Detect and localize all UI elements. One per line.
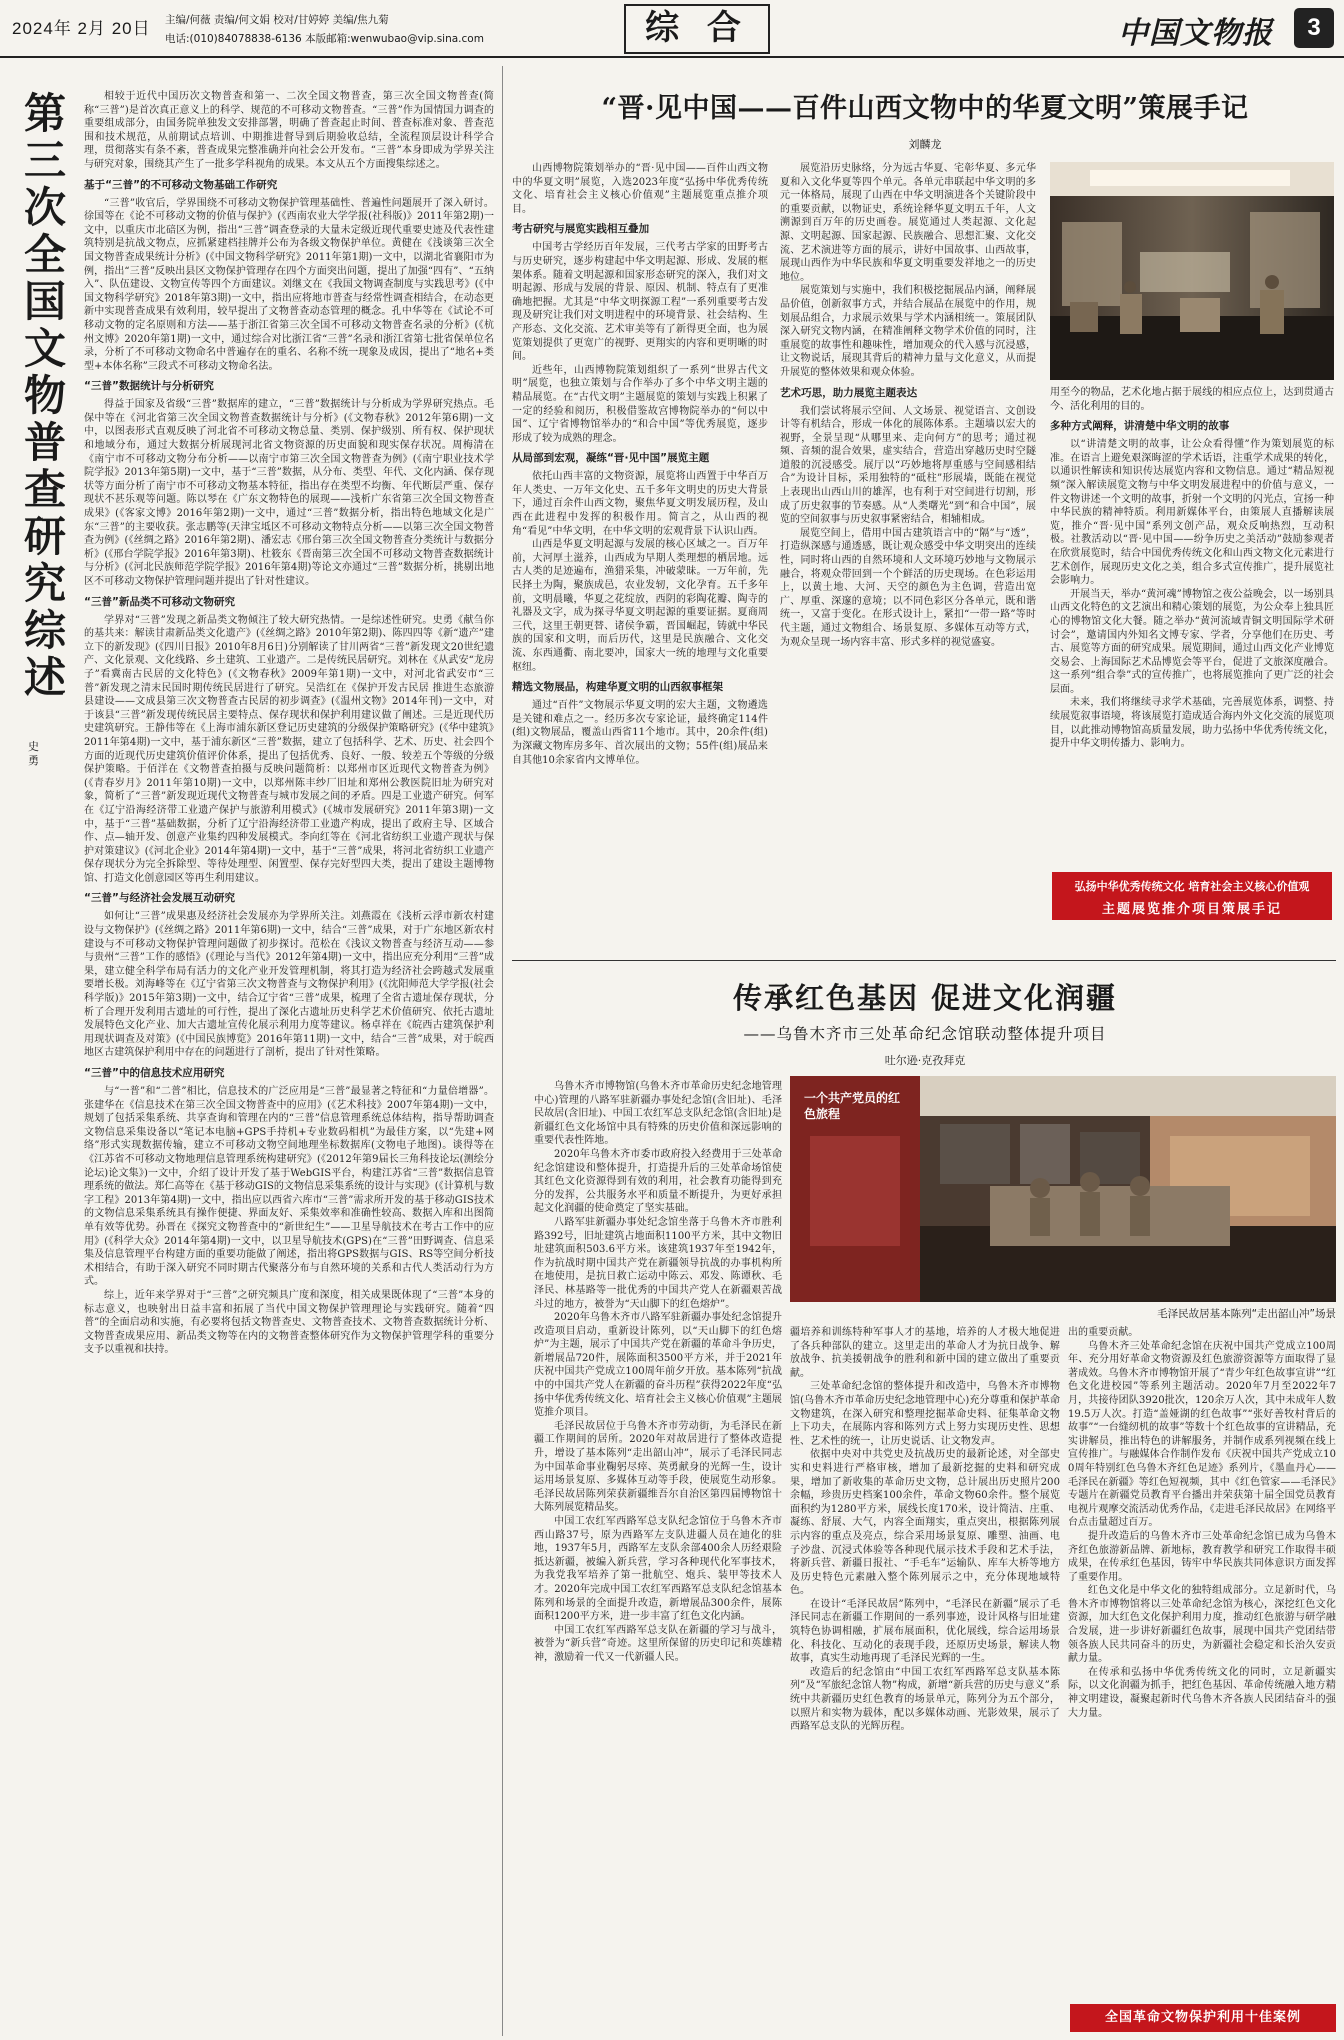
shanxi-paragraph: 近些年，山西博物院策划组织了一系列“世界古代文明”展览，也独立策划与合作举办了多个中华文明主题的精品展览。在“古代文明”主题展览的策划与实践上积累了一定的经验和阅历，积极借鉴故宫博物院举办的“何以中国”、辽宁省博物馆举办的“和合中国”等优秀展览，逐步形成了较为成熟的理念。: [512, 364, 768, 444]
urumqi-paragraph: 乌鲁木齐市博物馆(乌鲁木齐市革命历史纪念地管理中心)管理的八路军驻新疆办事处纪念馆(含旧址)、毛泽民故居(含旧址)、中国工农红军总支队纪念馆(含旧址)是新疆红色文化场馆中具有特殊的历史价值和深远影响的重要代表性阵地。: [534, 1081, 782, 1147]
urumqi-paragraph: 在设计“毛泽民故居”陈列中，“毛泽民在新疆”展示了毛泽民同志在新疆工作期间的一系列事迹，设计风格与旧址建筑特色协调相融，扩展布展面积，优化展线，综合运用场景化、科技化、互动化的表现手段，还原历史场景，解读人物故事，真实生动地再现了毛泽民光辉的一生。: [790, 1598, 1060, 1665]
masthead: [0, 0, 1344, 58]
urumqi-paragraph: 红色文化是中华文化的独特组成部分。立足新时代，乌鲁木齐市博物馆将以三处革命纪念馆为核心，深挖红色文化资源，加大红色文化保护利用力度，推动红色旅游与研学融合发展，进一步讲好新疆红色故事，展现中国共产党团结带领各族人民共同奋斗的历史，为新疆社会稳定和长治久安贡献力量。: [1068, 1585, 1336, 1665]
shanxi-paragraph: 开展当天，举办“黄河魂”博物馆之夜公益晚会，以一场别具山西文化特色的文艺演出和精心策划的展览，为公众奉上独具匠心的博物馆文化大餐。随之举办“黄河流域青铜文明国际学术研讨会”，邀请国内外知名文博专家、学者，分享他们在历史、考古、展览等方面的研究成果。展览期间，通过山西文化产业博览交易会、上海国际艺术品博览会等平台，促进了文旅深度融合。这一系列“组合拳”式的宣传推广，也将展览推向了更广泛的社会层面。: [1050, 588, 1334, 695]
survey-intro: 相较于近代中国历次文物普查和第一、二次全国文物普查，第三次全国文物普查(简称“三普”)是首次真正意义上的科学、规范的不可移动文物普查。“三普”作为国情国力调查的重要组成部分，由国务院单独发文安排部署，明确了普查起止时间、普查标准对象、普查范围和技术规范，从前期试点培训、中期推进督导到后期验收总结，全流程顶层设计科学合理，贯彻落实有条不紊，普查成果完整准确并向社会公开发布。“三普”本身即成为学界关注与研究对象，围绕其产生了一批多学科视角的成果。本文从五个方面搜集综述之。: [84, 91, 494, 170]
shanxi-exhibition-photo: [1050, 162, 1334, 380]
photo-banner-text: 一个共产党员的红色旅程: [804, 1091, 901, 1121]
shanxi-heading: 精选文物展品，构建华夏文明的山西叙事框架: [512, 681, 723, 694]
contact-line: 电话:(010)84078838-6136 本版邮箱:wenwubao@vip.sina.com: [165, 33, 484, 45]
survey-section-heading: “三普”新品类不可移动文物研究: [84, 595, 236, 608]
survey-paragraph: 如何让“三普”成果惠及经济社会发展亦为学界所关注。刘燕霞在《浅析云浮市新农村建设与文物保护》(《丝绸之路》2011年第6期)一文中，结合“三普”成果，对于广东地区新农村建设与不可移动文物保护管理问题做了初步探讨。范松在《浅议文物普查与经济互动——参与贵州“三普”工作的感悟》(《理论与当代》2012年第4期)一文中，指出应充分利用“三普”成果，建立健全科学布局有活力的文化产业开发管理机制，将其打造为经济社会跨越式发展重要增长极。刘海峰等在《辽宁省第三次文物普查与文物保护利用》(《沈阳师范大学学报(社会科学版)》2015年第3期)一文中，结合辽宁省“三普”成果，梳理了全省古遗址保存现状，分析了合理开发利用古遗址的可行性，提出了深化古遗址历史科学艺术价值研究、依托古遗址发展特色文化产业、加大古遗址宣传化展示利用力度等建议。杨卓祥在《皖西古建筑保护利用现状调查及对策》(《中国民族博览》2016年第11期)一文中，结合“三普”成果，对于皖西地区古建筑保护利用中存在的问题进行了剖析，提出了针对性策略。: [84, 911, 494, 1059]
urumqi-paragraph: 2020年乌鲁木齐市委市政府投入经费用于三处革命纪念馆建设和整体提升，打造提升后的三处革命场馆使其红色文化资源得到有效的利用，社会教育功能得到充分的发挥，公共服务水平和质量不断提升，为更好承担起文化润疆的使命奠定了坚实基础。: [534, 1148, 782, 1215]
title-char: 研: [23, 512, 66, 561]
urumqi-paragraph: 乌鲁木齐三处革命纪念馆在庆祝中国共产党成立100周年、充分用好革命文物资源及红色旅游资源等方面取得了显著成效。乌鲁木齐市博物馆开展了“青少年红色故事宣讲”“红色文化进校园”等系列主题活动。2020年7月至2022年7月，共接待团队3920批次，120余万人次，其中未成年人数19.5万人次。打造“盖娅湖的红色故事”“张好善牧村背后的故事”“一台缝纫机的故事”等数十个红色故事的宣讲精品，充实讲解员，推出特色的讲解服务，并制作成系列视频在线上宣传推广。与融媒体合作制作发布《庆祝中国共产党成立100周年特别红色乌鲁木齐红色足迹》系列片，《墨血丹心——毛泽民在新疆》等红色短视频，其中《红色管家——毛泽民》专题片在新疆党员教育平台播出并荣获第十届全国党员教育电视片观摩交流活动优秀作品，《走进毛泽民故居》在网络平台点击量超过百万。: [1068, 1340, 1336, 1529]
urumqi-paragraph: 八路军驻新疆办事处纪念馆坐落于乌鲁木齐市胜利路392号，旧址建筑占地面积1100平方米，其中文物旧址建筑面积503.6平方米。该建筑1937年至1942年，作为抗战时期中国共产党在新疆领导抗战的办事机构所在地使用，是抗日救亡运动中陈云、邓发、陈谭秋、毛泽民、林基路等一批优秀的中国共产党人在新疆艰苦战斗过的地方，被誉为“天山脚下的红色熔炉”。: [534, 1216, 782, 1310]
shanxi-paragraph: 展览沿历史脉络，分为远古华夏、宅彰华夏、多元华夏和入文化华夏等四个单元。各单元串联起中华文明的多元一体格局，展现了山西在中华文明演进各个关键阶段中的重要贡献，以物证史，系统诠释华夏文明五千年，人文溯源到百万年的历史画卷。展览通过人类起源、文化起源、文明起源、国家起源、民族融合、思想汇聚、文化交流、艺术演进等方面的展示，讲好中国故事、山西故事，展现山西作为中华民族和华夏文明重要发祥地之一的历史地位。: [780, 163, 1036, 283]
page-number: 3: [1294, 8, 1334, 48]
survey-body: [84, 90, 494, 2038]
shanxi-heading: 从局部到宏观，凝练“晋·见中国”展览主题: [512, 452, 710, 465]
urumqi-author: 吐尔逊·克孜拜克: [884, 1054, 966, 1067]
promo-line: 主题展览推介项目策展手记: [1101, 902, 1282, 917]
survey-author: 史勇: [28, 740, 39, 767]
urumqi-paragraph: 中国工农红军西路军总支队纪念馆位于乌鲁木齐市西山路37号，原为西路军左支队进疆人员在迪化的驻地，1937年5月，西路军左支队余部400余人历经艰险抵达新疆，被编入新兵营，学习各种现代化军事技术，为我党我军培养了第一批航空、炮兵、装甲等技术人才。2020年完成中国工农红军西路军总支队纪念馆基本陈列和场景的全面提升改造，新增展品300余件，展陈面积1200平方米，进一步丰富了红色文化内涵。: [534, 1516, 782, 1623]
promo-line: 弘扬中华优秀传统文化 培育社会主义核心价值观: [1074, 880, 1310, 893]
survey-section-heading: “三普”数据统计与分析研究: [84, 380, 214, 393]
urumqi-col3: [1068, 1326, 1336, 1998]
shanxi-col1: [512, 162, 768, 952]
survey-section-heading: “三普”中的信息技术应用研究: [84, 1067, 225, 1079]
title-char: 普: [23, 418, 66, 467]
title-char: 查: [23, 465, 66, 514]
section-title: 综 合: [645, 8, 749, 48]
urumqi-paragraph: 三处革命纪念馆的整体提升和改造中，乌鲁木齐市博物馆(乌鲁木齐市革命历史纪念地管理中心)充分尊重和保护革命文物建筑，在深入研究和整理挖掘革命史料、征集革命文物上下功夫，在展陈内容和陈列方式上努力实现历史性、思想性、艺术性的统一，让历史说话、让文物发声。: [790, 1381, 1060, 1447]
title-char: 三: [23, 136, 66, 185]
survey-section-heading: 基于“三普”的不可移动文物基础工作研究: [84, 178, 278, 191]
urumqi-photo-caption: 毛泽民故居基本陈列“走出韶山冲”场景: [1157, 1308, 1336, 1320]
case-tag: 全国革命文物保护利用十佳案例: [1070, 2004, 1336, 2032]
exhibition-hall-image: [1050, 162, 1334, 380]
shanxi-paragraph: 山西博物院策划举办的“晋·见中国——百件山西文物中的华夏文明”展览，入选2023年度“弘扬中华优秀传统文化、培育社会主义核心价值观”主题展览重点推介项目。: [512, 163, 768, 215]
urumqi-paragraph: 毛泽民故居位于乌鲁木齐市劳动街，为毛泽民在新疆工作期间的居所。2020年对故居进行了整体改造提升，增设了基本陈列“走出韶山冲”，展示了毛泽民同志为中国革命事业鞠躬尽瘁、英勇献身的光辉一生，设计运用场景复原、多媒体互动等手段，使展览生动形象。毛泽民故居陈列荣获新疆维吾尔自治区第四届博物馆十大陈列展览精品奖。: [534, 1420, 782, 1514]
title-char: 第: [23, 89, 66, 138]
survey-paragraph: 综上，近年来学界对于“三普”之研究频具广度和深度，相关成果既体现了“三普”本身的标志意义，也映射出日益丰富和拓展了当代中国文物保护管理理论与实践研究。随着“四普”的全面启动和实施，有必要将包括文物普查史、文物普查技术、文物普查数据统计分析、文物普查成果应用、新品类文物等在内的文物普查整体研究作为文物保护管理学科的重要分支予以重视和扶持。: [84, 1289, 494, 1356]
shanxi-col2: [780, 162, 1036, 952]
urumqi-paragraph: 在传承和弘扬中华优秀传统文化的同时，立足新疆实际，以文化润疆为抓手，把红色基因、革命传统融入地方精神文明建设，凝聚起新时代乌鲁木齐各族人民团结奋斗的强大力量。: [1068, 1666, 1336, 1719]
shanxi-author: 刘麟龙: [908, 138, 942, 151]
urumqi-paragraph: 中国工农红军西路军总支队在新疆的学习与战斗，被誉为“新兵营”奇迹。这里所保留的历史印记和英雄精神，激励着一代又一代新疆人民。: [534, 1624, 782, 1663]
urumqi-paragraph: 出的重要贡献。: [1068, 1327, 1139, 1338]
shanxi-paragraph: 中国考古学经历百年发展，三代考古学家的田野考古与历史研究，逐步构建起中华文明起源、形成、发展的框架体系。随着文明起源和国家形态研究的深入，我们对文明起源、形成与发展的背景、原因、机制、特点有了更准确地把握。尤其是“中华文明探源工程”一系列重要考古发现及研究让我们对文明进程中的环境背景、社会结构、生产形态、文化交流、艺术审美等有了新得更全面，也为展览策划提供了更宽广的视野、更翔实的内容和更明晰的时间。: [512, 242, 768, 363]
survey-paragraph: 学界对“三普”发现之新品类文物倾注了较大研究热情。一是综述性研究。史勇《献刍你的基共来：解读甘肃新品类文化遗产》(《丝绸之路》2010年第2期)、陈四四等《新“遗产”建立下的新发现》(《四川日报》2010年8月6日)分别解读了甘川两省“三普”新发现文20世纪遗产、文化景观、文化线路、乡土建筑、工业遗产。二是传统民居研究。刘林在《从武安“龙房子”看冀南古民居的文化特色》(《文物春秋》2009年第1期)一文中，对河北省武安市“三普”新发现之清末民国时期传统民居进行了研究。吴浩红在《保护开发古民居 推进生态旅游县建设——文成县第三次文物普查古民居的初步调查》(《温州文物》2014年刊)一文中，对于该县“三普”新发现传统民居主要特点、保存现状和保护利用建议做了阐述。三是近现代历史建筑研究。王静伟等在《上海市浦东新区登记历史建筑的分级保护策略研究》(《华中建筑》2011年第4期)一文中，基于浦东新区“三普”数据，建立了包括科学、艺术、历史、社会四个方面的近现代历史建筑价值评价体系，提出了包括优秀、良好、一般、较差五个等级的分级保护策略。于佰洋在《文物普查拍摄与反映问题简析：以郑州市区近现代文物普查为例》(《青春岁月》2011年第10期)一文中，以郑州陈丰纱厂旧址和郑州公教医院旧址为研究对象，简析了“三普”新发现近现代文物普查与城市发展之间的矛盾。四是工业遗产研究。何军在《辽宁沿海经济带工业遗产保护与旅游利用模式》(《城市发展研究》2011年第3期)一文中，基于“三普”基础数据，分析了辽宁沿海经济带工业遗产构成，提出了政府主导、区域合作、点—轴开发、创意产业集约四种发展模式。李向红等在《河北省纺织工业遗产现状与保护对策建议》(《河北企业》2014年第4期)一文中，基于“三普”成果，将河北省纺织工业遗产保存现状分为完全拆除型、等待处理型、闲置型、保存完好型四大类，提出了建设主题博物馆、打造文化创意园区等再生利用建议。: [84, 614, 494, 884]
shanxi-paragraph: 展览空间上，借用中国古建筑语言中的“隔”与“透”，打造纵深感与通透感，既让观众感受中华文明突出的连续性，同时将山西的自然环境和人文环境巧妙地与文物展示融合，将观众带回到一个个鲜活的历史现场。在色彩运用上，以黄土地、大河、天空的颜色为主色调，营造出宽广、厚重、深邃的意境；以不同色彩区分各单元，既和谐统一，又富于变化。在形式设计上，紧扣“一带一路”等时代主题，通过文物组合、场景复原、多媒体互动等方式，为观众呈现一场内容丰富、形式多样的视觉盛宴。: [780, 527, 1036, 648]
urumqi-exhibition-photo: [790, 1076, 1336, 1302]
urumqi-paragraph: 依据中央对中共党史及抗战历史的最新论述，对全部史实和史料进行严格审核，增加了最新挖掘的史料和研究成果，增加了新收集的革命历史文物，总计展出历史照片200余幅，珍贵历史档案100余件，革命文物60余件。整个展览面积约为1280平方米，展线长度170米，设计简洁、庄重、凝练、舒展、大气，内容全面翔实，重点突出，根据陈列展示内容的重点及亮点，综合采用场景复原、雕塑、油画、电子沙盘、沉浸式体验等各种现代展示技术手段和艺术手法，将新兵营、新疆日报社、“手毛车”运输队、库车大桥等地方及历史特色元素融入整个陈列展示之中，充分体现地域特色。: [790, 1449, 1060, 1597]
shanxi-paragraph: 用至今的物品，艺术化地占据于展线的相应点位上，达到贯通古今、活化利用的目的。: [1050, 387, 1334, 412]
title-char: 究: [23, 559, 66, 608]
issue-date: 2024年 2月 20日: [12, 19, 151, 38]
shanxi-heading: 艺术巧思，助力展览主题表达: [780, 386, 918, 399]
shanxi-heading: 考古研究与展览实践相互叠加: [512, 223, 650, 236]
title-char: 全: [23, 230, 66, 279]
urumqi-paragraph: 改造后的纪念馆由“中国工农红军西路军总支队基本陈列”及“军旅纪念馆人物”构成，新增“新兵营的历史与意义”系统中共新疆历史红色教育的场景单元，陈列分为五个部分，以照片和实物为载体，配以多媒体动画、光影效果，展示了西路军总支队的光辉历程。: [790, 1666, 1060, 1733]
paper-logo: 中国文物报: [1118, 16, 1273, 51]
urumqi-title: 传承红色基因 促进文化润疆: [732, 981, 1118, 1015]
urumqi-col1: [534, 1080, 782, 2035]
column-divider: [502, 66, 503, 2036]
urumqi-subtitle: ——乌鲁木齐市三处革命纪念馆联动整体提升项目: [743, 1025, 1107, 1043]
survey-paragraph: “三普”收官后，学界围绕不可移动文物保护管理基础性、普遍性问题展开了深入研讨。徐国等在《论不可移动文物的价值与保护》(《西南农业大学学报(社科版)》2011年第2期)一文中，以重庆市北碚区为例，指出“三普”调查登录的大量未定级近现代重要史迹及代表性建筑特别是抗战文物点，应抓紧建档挂牌并公布为各级文物保护单位。黄健在《浅谈第三次全国文物普查成果统计分析》(《中国文物科学研究》2011年第1期)一文中，以湖北省襄阳市为例，指出“三普”反映出县区文物保护管理存在四个方面突出问题，提出了加强“四有”、“五纳入”、队伍建设、文物宣传等四个方面建议。刘继文在《我国文物调查制度与实践思考》(《中国文物科学研究》2018年第3期)一文中，指出应将地市普查与经常性调查相结合，在动态更新中实现普查成果有效利用，较早提出了文物普查动态管理的概念。孔中华等在《试论不可移动文物的定名原则和方法——基于浙江省第三次全国不可移动文物普查名录的分析》(《杭州文博》2020年第1期)一文中，通过综合对比浙江省“三普”名录和浙江省第七批省保单位名录，分析了不可移动文物命名中普遍存在的重名、名称不统一现象及成因，提出了“地名+类型+本体名称”三段式不可移动文物命名法。: [84, 197, 494, 372]
survey-section-heading: “三普”与经济社会发展互动研究: [84, 892, 236, 905]
urumqi-paragraph: 提升改造后的乌鲁木齐市三处革命纪念馆已成为乌鲁木齐红色旅游新品牌、新地标，教育教学和研究工作取得丰硕成果，在传承红色基因，铸牢中华民族共同体意识方面发挥了重要作用。: [1068, 1530, 1336, 1583]
article-divider: [512, 960, 1336, 961]
urumqi-paragraph: 疆培养和训练特种军事人才的基地，培养的人才极大地促进了各兵种部队的建立。这里走出的革命人才为抗日战争、解放战争、抗美援朝战争的胜利和新中国的建立做出了重要贡献。: [790, 1327, 1060, 1379]
shanxi-paragraph: 我们尝试将展示空间、人文场景、视觉语言、文创设计等有机结合，形成一体化的展陈体系。主题墙以宏大的视野，全景呈现“从哪里来、走向何方”的思考；通过视频、音频的混合效果，虚实结合，营造出穿越历史时空隧道般的沉浸感受。展厅以“巧妙地将厚重感与空间感相结合”为设计目标，采用独特的“砥柱”形展墙，既能在视觉上表现出山西山川的雄浑，也有利于对空间进行切割，形成了历史叙事的节奏感。从“人类曙光”到“和合中国”，展览的空间叙事与历史叙事紧密结合，相辅相成。: [780, 405, 1036, 526]
title-char: 文: [23, 324, 66, 373]
shanxi-paragraph: 山西是华夏文明起源与发展的核心区域之一。百万年前，大河厚土滋养，山西成为早期人类理想的栖居地。远古人类的足迹遍布，渔猎采集，冲破蒙昧。一万年前，先民择土为陶，聚族成邑，农业发轫，文化孕育。五千多年前，文明晨曦，华夏之花绽放，西阴的彩陶花瓣、陶寺的礼器及文字，成为探寻华夏文明起源的重要证据。夏商周三代，这里王朝更替、诸侯争霸，晋国崛起，铸就中华民族的国家和文明，而后历代，这里是民族融合、文化交流、东西通衢、南北要冲，国家大一统的地理与文化重要枢纽。: [512, 539, 768, 673]
title-char: 综: [23, 606, 66, 655]
shanxi-paragraph: 展览策划与实施中，我们积极挖掘展品内涵，阐释展品价值，创新叙事方式，并结合展品在展览中的作用，规划展品组合，力求展示效果与学术内涵相统一。策展团队深入研究文物内涵，在精准阐释文物学术价值的同时，注重展览的故事性和趣味性，增加观众的代入感与沉浸感，让文物说话，展现其背后的精神力量与文化意义，从而提升展览的整体效果和观众体验。: [780, 285, 1036, 378]
survey-title-vertical: [14, 90, 76, 701]
title-char: 物: [23, 371, 66, 420]
shanxi-title: “晋·见中国——百件山西文物中的华夏文明”策展手记: [601, 93, 1249, 124]
shanxi-col3: [1050, 386, 1334, 856]
title-char: 国: [23, 277, 66, 326]
survey-paragraph: 与“一普”和“二普”相比，信息技术的广泛应用是“三普”最显著之特征和“力量倍增器”。张建华在《信息技术在第三次全国文物普查中的应用》(《艺术科技》2007年第4期)一文中，规划了包括采集系统、共享查询和管理在内的“三普”信息管理系统总体结构，指导帮助调查文物信息采集设备以“笔记本电脑+GPS手持机+专业数码相机”为最佳方案，以“先建+网络”形式实现数据传输，建立不可移动文物空间地理坐标数据库(文物电子地图)。谈得等在《江苏省不可移动文物地理信息管理系统构建研究》(《2012年第9届长三角科技论坛(测绘分论坛)论文集》)一文中，介绍了设计开发了基于WebGIS平台，构建江苏省“三普”数据信息管理系统的做法。郑仁高等在《基于移动GIS的文物信息采集系统的设计与实现》(《计算机与数字工程》2013年第4期)一文中，指出应以西省六库市“三普”需求所开发的基于移动GIS技术的文物信息采集系统具有操作便捷、界面友好、采集效率和准确性较高、数据入库和出图简单有效等优势。孙晋在《探究文物普查中的“新世纪生”——卫星导航技术在考古工作中的应用》(《科学大众》2014年第4期)一文中，以卫星导航技术(GPS)在“三普”田野调查、信息采集及信息管理平台构建方面的重要功能做了阐述，指出将GPS数据与GIS、RS等空间分析技术相结合，有助于深入研究不同时期古代聚落分布与自然环境的关系和古代人类活动行为方式。: [84, 1086, 494, 1288]
shanxi-paragraph: 通过“百件”文物展示华夏文明的宏大主题，文物遴选是关键和难点之一。经历多次专家论证，最终确定114件(组)文物展品，覆盖山西省11个地市。其中，20余件(组)为深藏文物库房多年、首次展出的文物；55件(组)展品来自其他10余家省内文博单位。: [512, 700, 768, 766]
urumqi-col2: [790, 1326, 1060, 2036]
shanxi-paragraph: 未来，我们将继续寻求学术基础，完善展览体系，调整、持续展览叙事语境，将该展览打造成适合海内外文化交流的展览项目，以此推动博物馆高质量发展，助力弘扬中华优秀传统文化，提升中华文明传播力、影响力。: [1050, 697, 1334, 750]
survey-paragraph: 得益于国家及省级“三普”数据库的建立，“三普”数据统计与分析成为学界研究热点。毛保中等在《河北省第三次全国文物普查数据统计与分析》(《文物春秋》2012年第6期)一文中，以图表形式直观反映了河北省不可移动文物总量、类别、保护级别、所有权、保护现状和地域分布，通过大数据分析展现河北省文物资源的历史面貌和现实保存状况。周梅清在《南宁市不可移动文物分布分析——以南宁市第三次全国文物普查为例》(《南宁职业技术学院学报》2013年第5期)一文中，基于“三普”数据，从分布、类型、年代、文化内涵、保存现状等方面分析了南宁市不可移动文物基本特征，指出存在类型不均衡、年代断层严重、保存现状不甚乐观等问题。陈以琴在《广东文物特色的展现——浅析广东省第三次全国文物普查成果》(《客家文博》2016年第2期)一文中，通过“三普”数据分析，指出特色地域文化是广东“三普”的主要收获。张志鹏等(天津宝坻区不可移动文物特点分析——以第三次全国文物普查为例》(《丝绸之路》2016年第2期)、潘宏志《邢台第三次全国文物普查分类统计与数据分析》(《邢台学院学报》2016年第3期)、杜筱东《晋南第三次全国不可移动文物普查数据统计与分析》(《河北民族师范学院学报》2016年第4期)等论文亦通过“三普”数据分析，挑剔出地区不可移动文物保护管理问题并提出了针对性建议。: [84, 399, 494, 587]
urumqi-paragraph: 2020年乌鲁木齐市八路军驻新疆办事处纪念馆提升改造项目启动，重新设计陈列，以“天山脚下的红色熔炉”为主题，展示了中国共产党在新疆的革命斗争历史，新增展品720件，展陈面积3500平方米，并于2021年庆祝中国共产党成立100周年前夕开放。基本陈列“抗战中的中国共产党人在新疆的奋斗历程”获得2022年度“弘扬中华优秀传统文化、培育社会主义核心价值观”主题展览推介项目。: [534, 1312, 782, 1419]
promo-banner: [1052, 872, 1332, 920]
shanxi-heading: 多种方式阐释，讲清楚中华文明的故事: [1050, 420, 1230, 433]
shanxi-paragraph: 依托山西丰富的文物资源，展览将山西置于中华百万年人类史、一万年文化史、五千多年文明史的历史大背景下，通过百余件山西文物，聚焦华夏文明发展历程，及山西在此进程中发挥的积极作用。简言之，从山西的视角“看见”中华文明，在中华文明的宏观背景下认识山西。: [512, 471, 768, 537]
shanxi-paragraph: 以“讲清楚文明的故事，让公众看得懂”作为策划展览的标准。在语言上避免艰深晦涩的学术话语，注重学术成果的转化，以通识性解读和知识传达展览内容和文物信息。通过“精品短视频”深入解读展览文物与中华文明发展进程中的价值与意义，一件文物讲述一个文明的故事，折射一个文明的闪光点，宣扬一种中华民族的精神特质。利用新媒体平台，由策展人直播解读展览，推介“晋·见中国”系列文创产品，观众反响热烈，互动积极。社教活动以“晋·见中国——纷争历史之美活动”鼓励参观者在欣赏展览时，结合中国优秀传统文化和山西文物文化元素进行艺术创作，展现历史文化之美，组合多式宣传推广，提升展览社会影响力。: [1050, 439, 1334, 587]
title-char: 述: [23, 653, 66, 702]
title-char: 次: [23, 183, 66, 232]
editors-line: 主编/何薇 责编/何文娟 校对/甘婷婷 美编/焦九菊: [165, 14, 389, 26]
